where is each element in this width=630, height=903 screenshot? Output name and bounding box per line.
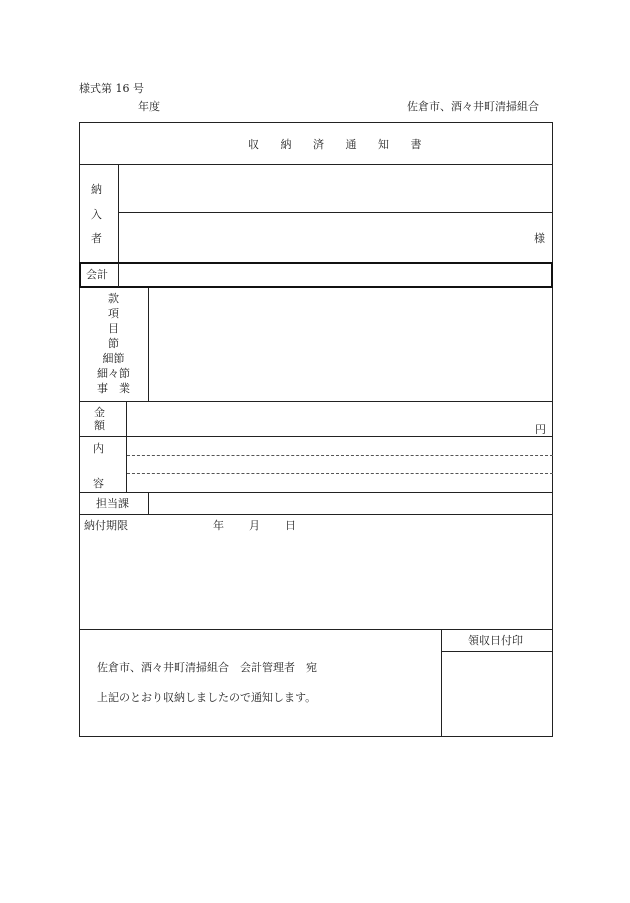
fiscal-year-label: 年度 [138,100,160,113]
accounting-row [79,262,553,288]
details-dashed-line-1 [127,455,553,456]
budget-item-kou: 項 [108,307,119,320]
department-label: 担当課 [96,497,129,510]
stamp-label: 領収日付印 [468,634,523,647]
issuer-name: 佐倉市、酒々井町清掃組合 [407,100,539,113]
accounting-label: 会計 [86,268,108,281]
department-label-divider [148,492,149,514]
payer-label-char-2: 入 [91,208,102,221]
budget-label-divider [148,288,149,401]
details-label-char-2: 容 [93,477,104,490]
divider-details [79,492,553,493]
amount-label-char-2: 額 [94,419,105,432]
amount-label-char-1: 金 [94,406,105,419]
budget-item-kan: 款 [108,292,119,305]
budget-item-saisaisetsu: 細々節 [97,367,130,380]
divider-title [79,164,553,165]
stamp-column-divider [441,629,442,737]
deadline-month: 月 [249,519,260,532]
form-number: 様式第 16 号 [79,82,144,95]
divider-budget [79,401,553,402]
details-label-char-1: 内 [93,442,104,455]
payer-label-char-3: 者 [91,232,102,245]
form-title: 収 納 済 通 知 書 [248,138,431,151]
budget-item-moku: 目 [108,322,119,335]
payer-inner-divider [118,212,553,213]
amount-label-divider [126,401,127,492]
payer-honorific: 様 [534,232,545,245]
details-dashed-line-2 [127,473,553,474]
amount-unit: 円 [535,423,546,436]
budget-items-column [79,291,148,396]
divider-amount [79,436,553,437]
receipt-message: 上記のとおり収納しましたので通知します。 [97,691,317,704]
divider-deadline [79,629,553,630]
deadline-day: 日 [285,519,296,532]
payment-deadline-label: 納付期限 [84,519,128,532]
deadline-year: 年 [213,519,224,532]
stamp-label-divider [441,651,553,652]
receipt-addressee: 佐倉市、酒々井町清掃組合 会計管理者 宛 [97,661,317,674]
accounting-label-divider [118,263,119,287]
budget-item-saisetsu: 細節 [102,352,125,365]
divider-department [79,514,553,515]
payer-label-char-1: 納 [91,183,102,196]
budget-item-jigyou: 事 業 [97,382,130,395]
budget-item-setsu: 節 [108,337,119,350]
payer-label-divider [118,164,119,262]
